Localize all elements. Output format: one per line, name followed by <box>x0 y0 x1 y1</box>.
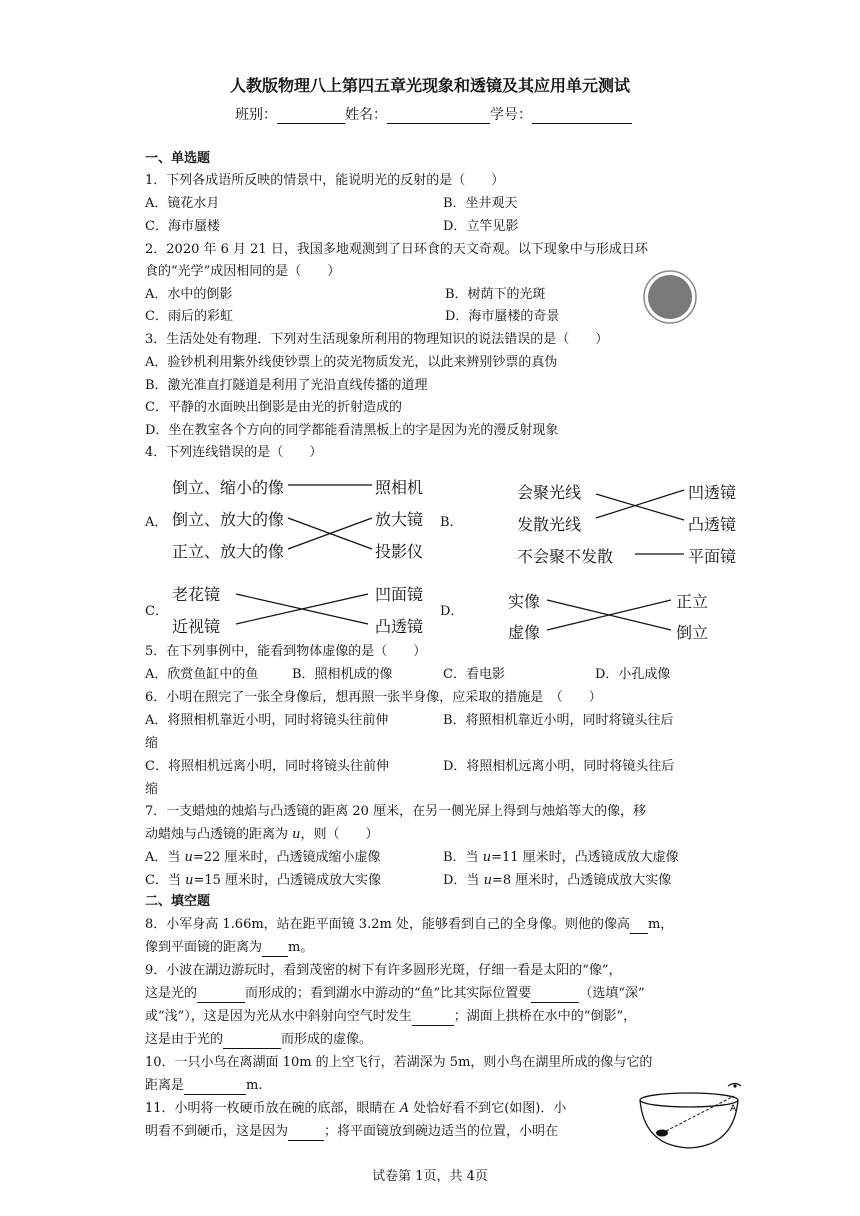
class-blank[interactable] <box>277 109 345 124</box>
q9-line1: 9．小波在湖边游玩时，看到茂密的树下有许多圆形光斑，仔细一看是太阳的“像”， <box>145 963 622 978</box>
q6-option-d-continued: 缩 <box>145 782 159 797</box>
q4b-line-2 <box>596 494 684 520</box>
q5-option-d[interactable]: D．小孔成像 <box>595 667 671 682</box>
q3-stem: 3．生活处处有物理．下列对生活现象所利用的物理知识的说法错误的是（ ） <box>145 332 609 347</box>
q6-option-a[interactable]: A．将照相机靠近小明，同时将镜头往前伸 <box>145 713 389 728</box>
eclipse-figure <box>642 269 698 325</box>
q4-option-a-label[interactable]: A． <box>145 515 168 530</box>
q11-line2: 明看不到硬币，这是因为 ；将平面镜放到碗边适当的位置，小明在 <box>145 1124 559 1139</box>
q4a-left-2: 倒立、放大的像 <box>172 510 285 529</box>
q1-option-d[interactable]: D．立竿见影 <box>443 219 519 234</box>
q4a-right-3: 投影仪 <box>375 542 424 561</box>
q4b-line-1 <box>596 490 684 518</box>
q3-option-c[interactable]: C．平静的水面映出倒影是由光的折射造成的 <box>145 400 402 415</box>
q2-stem-line2: 食的“光学”成因相同的是（ ） <box>145 264 341 279</box>
q4c-connectors <box>232 584 372 634</box>
q9-blank-3[interactable] <box>412 1012 454 1026</box>
q4b-left-1: 会聚光线 <box>517 483 582 502</box>
eclipse-moon-disk <box>648 275 692 319</box>
q7-stem-line1: 7．一支蜡烛的烛焰与凸透镜的距离 20 厘米，在另一侧光屏上得到与烛焰等大的像，移 <box>145 804 647 819</box>
q4c-left-1: 老花镜 <box>172 585 221 604</box>
q4a-right-2: 放大镜 <box>375 510 424 529</box>
q4c-right-2: 凸透镜 <box>375 617 424 636</box>
student-info-row <box>235 104 632 124</box>
q6-option-d[interactable]: D．将照相机远离小明，同时将镜头往后 <box>443 759 675 774</box>
q4a-connectors <box>286 474 374 564</box>
q9-line2: 这是光的 而形成的；看到湖水中游动的“鱼”比其实际位置要 （选填“深” <box>145 986 645 1001</box>
q9-blank-1[interactable] <box>197 989 245 1003</box>
q7-option-a[interactable]: A．当 u=22 厘米时，凸透镜成缩小虚像 <box>145 850 381 865</box>
q7-option-d[interactable]: D．当 u=8 厘米时，凸透镜成放大实像 <box>443 873 672 888</box>
q1-stem: 1．下列各成语所反映的情景中，能说明光的反射的是（ ） <box>145 173 505 188</box>
q9-line4: 这是由于光的 而形成的虚像。 <box>145 1032 373 1047</box>
page-footer: 试卷第 1页，共 4页 <box>372 1169 488 1184</box>
q2-option-b[interactable]: B．树荫下的光斑 <box>445 287 546 302</box>
q5-option-c[interactable]: C．看电影 <box>443 667 505 682</box>
q4d-connectors <box>543 592 675 638</box>
q10-line1: 10．一只小鸟在离湖面 10m 的上空飞行，若湖深为 5m，则小鸟在湖里所成的像与它的 <box>145 1055 653 1070</box>
q4-stem: 4．下列连线错误的是（ ） <box>145 445 323 460</box>
q10-line2: 距离是 m. <box>145 1078 263 1093</box>
q4a-left-1: 倒立、缩小的像 <box>172 478 285 497</box>
q3-option-d[interactable]: D．坐在教室各个方向的同学都能看清黑板上的字是因为光的漫反射现象 <box>145 423 559 438</box>
q2-option-d[interactable]: D．海市蜃楼的奇景 <box>445 309 560 324</box>
q4d-left-2: 虚像 <box>508 623 541 642</box>
q4-option-c-label[interactable]: C． <box>145 604 168 619</box>
q5-option-b[interactable]: B．照相机成的像 <box>292 667 393 682</box>
q7-option-b[interactable]: B．当 u=11 厘米时，凸透镜成放大虚像 <box>443 850 679 865</box>
q9-line3: 或“浅”），这是因为光从水中斜射向空气时发生 ；湖面上拱桥在水中的“倒影”， <box>145 1009 637 1024</box>
section-fill-blank: 二、填空题 <box>145 894 211 909</box>
q4c-right-1: 凹面镜 <box>375 585 424 604</box>
class-label: 班别： <box>235 107 277 123</box>
q8-line2: 像到平面镜的距离为 m。 <box>145 940 314 955</box>
q4b-left-3: 不会聚不发散 <box>517 547 614 566</box>
eye-pupil <box>733 1084 736 1087</box>
q1-option-a[interactable]: A．镜花水月 <box>145 196 220 211</box>
q6-option-c[interactable]: C．将照相机远离小明，同时将镜头往前伸 <box>145 759 389 774</box>
q7-option-c[interactable]: C．当 u=15 厘米时，凸透镜成放大实像 <box>145 873 382 888</box>
q2-option-a[interactable]: A．水中的倒影 <box>145 287 233 302</box>
q9-blank-2[interactable] <box>531 989 579 1003</box>
q4d-right-2: 倒立 <box>676 623 709 642</box>
q5-option-a[interactable]: A．欣赏鱼缸中的鱼 <box>145 667 259 682</box>
name-blank[interactable] <box>387 109 490 124</box>
q3-option-a[interactable]: A．验钞机利用紫外线使钞票上的荧光物质发光，以此来辨别钞票的真伪 <box>145 355 558 370</box>
bowl-rim <box>640 1093 738 1107</box>
id-label: 学号： <box>490 107 532 123</box>
q4d-left-1: 实像 <box>508 592 541 611</box>
q4b-left-2: 发散光线 <box>517 515 582 534</box>
q6-option-b[interactable]: B．将照相机靠近小明，同时将镜头往后 <box>443 713 674 728</box>
q4c-left-2: 近视镜 <box>172 617 221 636</box>
q11-blank[interactable] <box>288 1127 324 1141</box>
q4-option-d-label[interactable]: D． <box>440 604 464 619</box>
name-label: 姓名： <box>345 107 387 123</box>
q4b-right-3: 平面镜 <box>688 547 737 566</box>
q5-stem: 5．在下列事例中，能看到物体虚像的是（ ） <box>145 644 427 659</box>
q8-blank-1[interactable] <box>630 920 648 934</box>
page-title: 人教版物理八上第四五章光现象和透镜及其应用单元测试 <box>229 76 630 95</box>
q2-option-c[interactable]: C．雨后的彩虹 <box>145 309 233 324</box>
q4-option-b-label[interactable]: B． <box>440 515 463 530</box>
q7-stem-line2: 动蜡烛与凸透镜的距离为 u，则（ ） <box>145 827 379 842</box>
q4b-right-1: 凹透镜 <box>688 483 737 502</box>
q4a-left-3: 正立、放大的像 <box>172 542 285 561</box>
q6-option-b-continued: 缩 <box>145 736 159 751</box>
q4d-right-1: 正立 <box>676 592 709 611</box>
bowl-coin-figure <box>636 1080 756 1156</box>
q4b-right-2: 凸透镜 <box>688 515 737 534</box>
section-single-choice: 一、单选题 <box>145 151 211 166</box>
q8-line1: 8．小军身高 1.66m，站在距平面镜 3.2m 处，能够看到自己的全身像。则他的像高 m， <box>145 917 674 932</box>
q8-blank-2[interactable] <box>262 943 288 957</box>
q10-blank[interactable] <box>184 1081 246 1095</box>
id-blank[interactable] <box>532 109 632 124</box>
point-a-label: A <box>730 1104 737 1114</box>
q4a-right-1: 照相机 <box>375 478 424 497</box>
q1-option-c[interactable]: C．海市蜃楼 <box>145 219 220 234</box>
q11-line1: 11．小明将一枚硬币放在碗的底部，眼睛在 A 处恰好看不到它(如图)．小 <box>145 1101 567 1116</box>
q3-option-b[interactable]: B．激光准直打隧道是利用了光沿直线传播的道理 <box>145 378 428 393</box>
q9-blank-4[interactable] <box>223 1035 281 1049</box>
q6-stem: 6．小明在照完了一张全身像后，想再照一张半身像，应采取的措施是 （ ） <box>145 690 602 705</box>
q1-option-b[interactable]: B．坐井观天 <box>443 196 518 211</box>
q4b-connectors <box>590 480 688 570</box>
q2-stem-line1: 2．2020 年 6 月 21 日，我国多地观测到了日环食的天文奇观。以下现象中与形成日环 <box>145 242 648 257</box>
